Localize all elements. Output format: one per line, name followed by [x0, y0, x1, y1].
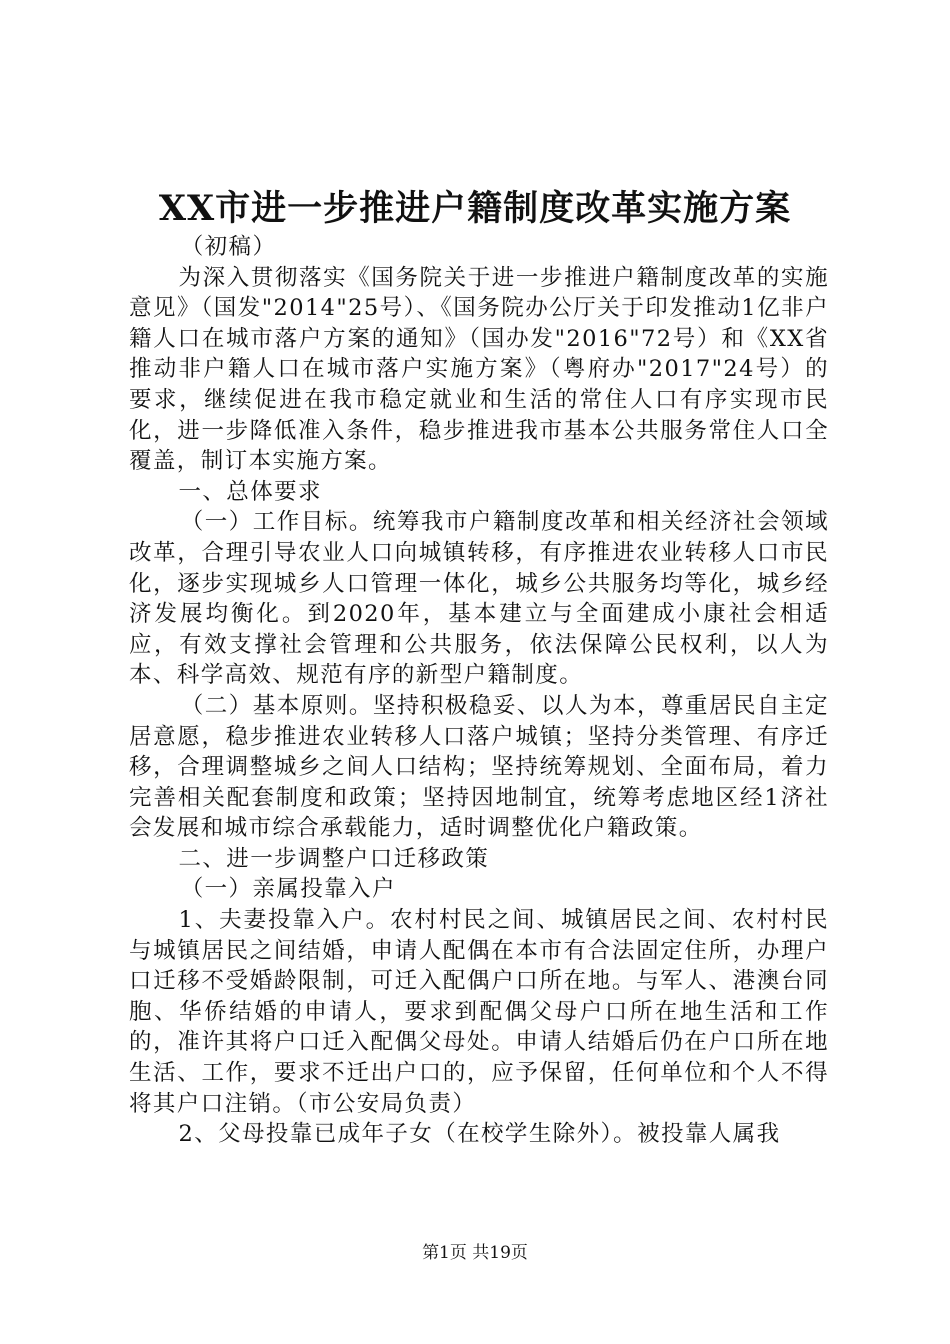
document-body: [129, 232, 829, 1150]
basic-principles-paragraph: （二）基本原则。坚持积极稳妥、以人为本，尊重居民自主定居意愿，稳步推进农业转移人口落户城镇；坚持分类管理、有序迁移，合理调整城乡之间人口结构；坚持统筹规划、全面布局，着力完善相关配套制度和政策；坚持因地制宜，统筹考虑地区经1济社会发展和城市综合承载能力，适时调整优化户籍政策。: [129, 692, 829, 842]
work-goals-paragraph: （一）工作目标。统筹我市户籍制度改革和相关经济社会领域改革，合理引导农业人口向城镇转移，有序推进农业转移人口市民化，逐步实现城乡人口管理一体化，城乡公共服务均等化，城乡经济发展均衡化。到2020年，基本建立与全面建成小康社会相适应，有效支撑社会管理和公共服务，依法保障公民权利，以人为本、科学高效、规范有序的新型户籍制度。: [129, 509, 829, 689]
section-heading-general-requirements: 一、总体要求: [178, 478, 322, 505]
document-title: XX市进一步推进户籍制度改革实施方案: [158, 188, 792, 229]
spouse-settlement-paragraph: 1、夫妻投靠入户。农村村民之间、城镇居民之间、农村村民与城镇居民之间结婚，申请人配偶在本市有合法固定住所，办理户口迁移不受婚龄限制，可迁入配偶户口所在地。与军人、港澳台同胞、华侨结婚的申请人，要求到配偶父母户口所在地生活和工作的，准许其将户口迁入配偶父母处。申请人结婚后仍在户口所在地生活、工作，要求不迁出户口的，应予保留，任何单位和个人不得将其户口注销。（市公安局负责）: [129, 907, 829, 1117]
subsection-heading-relatives: （一）亲属投靠入户: [180, 876, 396, 903]
parents-settlement-paragraph: 2、父母投靠已成年子女（在校学生除外）。被投靠人属我: [178, 1121, 781, 1148]
draft-label: （初稿）: [180, 234, 277, 260]
section-heading-migration-policy: 二、进一步调整户口迁移政策: [178, 845, 490, 872]
page-footer: 第1页 共19页: [422, 1243, 528, 1263]
intro-paragraph: 为深入贯彻落实《国务院关于进一步推进户籍制度改革的实施意见》（国发"2014"25号）、《国务院办公厅关于印发推动1亿非户籍人口在城市落户方案的通知》（国办发"2016"72号）和《XX省推动非户籍人口在城市落户实施方案》（粤府办"2017"24号）的要求，继续促进在我市稳定就业和生活的常住人口有序实现市民化，进一步降低准入条件，稳步推进我市基本公共服务常住人口全覆盖，制订本实施方案。: [129, 264, 829, 475]
